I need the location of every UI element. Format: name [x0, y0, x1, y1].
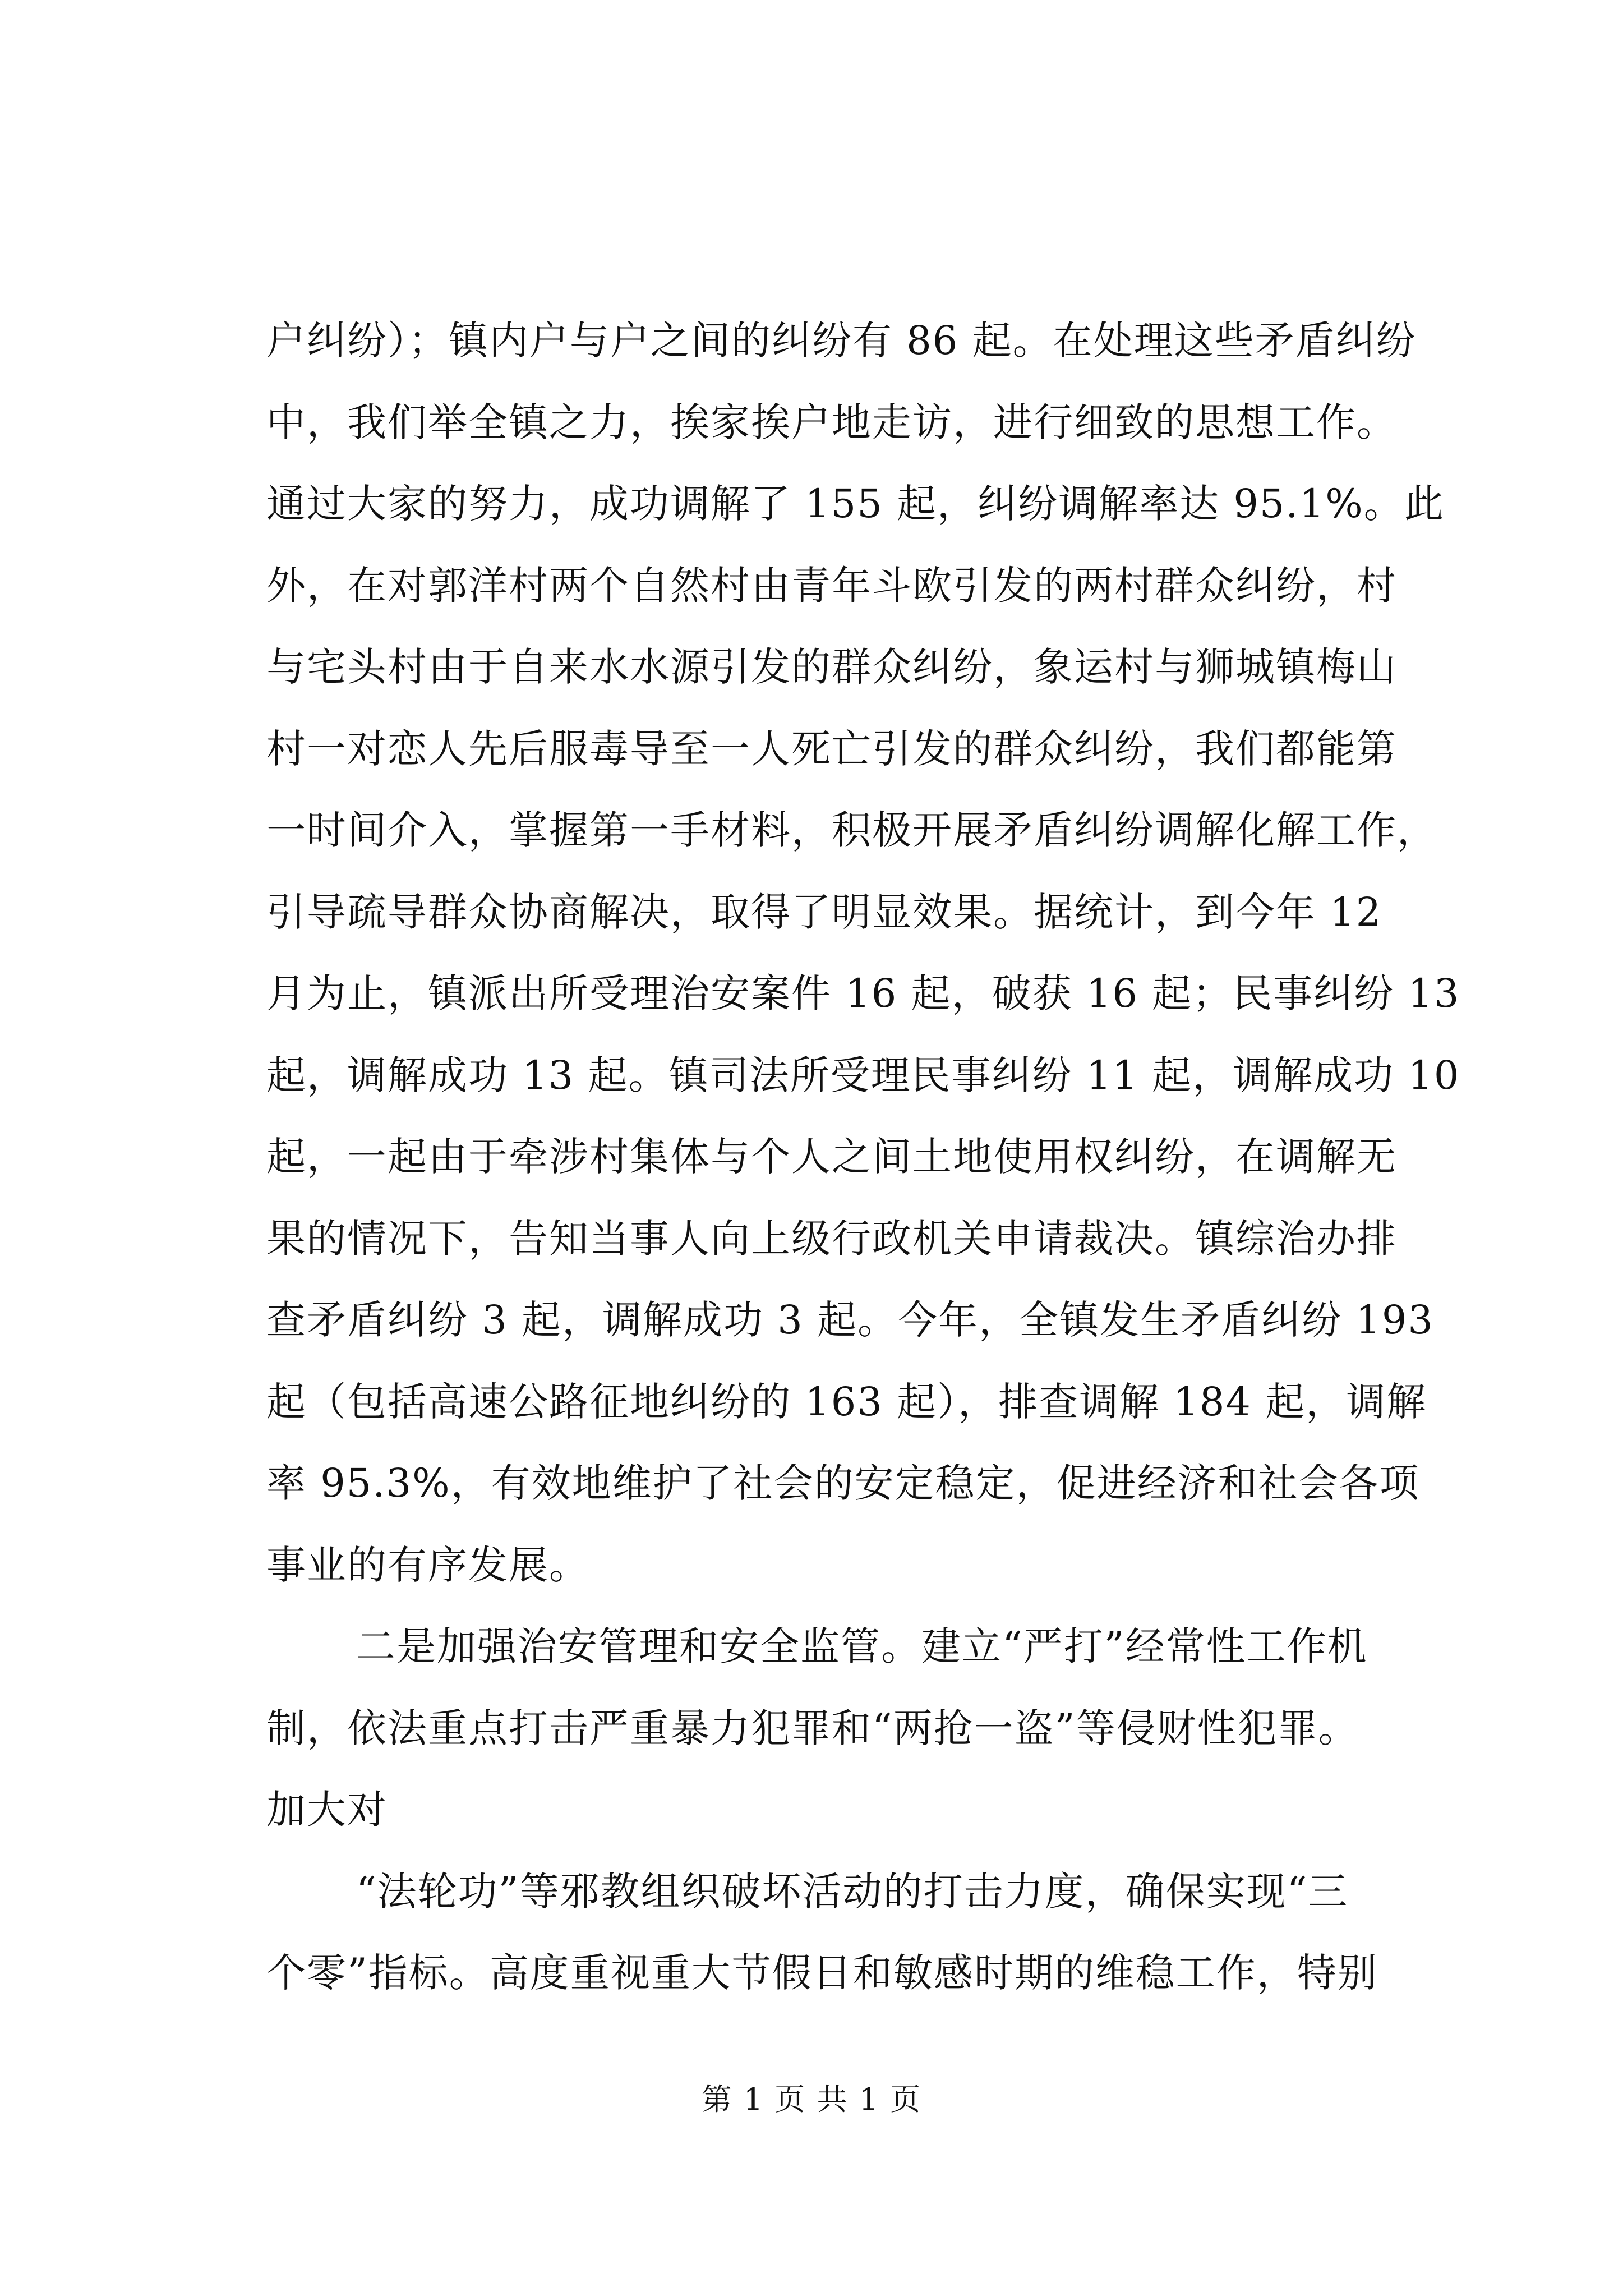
- body-text: [266, 300, 1460, 2014]
- text-line: 起，调解成功 13 起。镇司法所受理民事纠纷 11 起，调解成功 10: [266, 1052, 1460, 1098]
- text-line: 户纠纷）；镇内户与户之间的纠纷有 86 起。在处理这些矛盾纠纷: [266, 318, 1417, 364]
- text-line: 查矛盾纠纷 3 起，调解成功 3 起。今年，全镇发生矛盾纠纷 193: [266, 1297, 1434, 1343]
- text-line: 事业的有序发展。: [266, 1542, 589, 1588]
- text-line: 起（包括高速公路征地纠纷的 163 起），排查调解 184 起，调解: [266, 1378, 1427, 1425]
- text-line: 中，我们举全镇之力，挨家挨户地走访，进行细致的思想工作。: [266, 399, 1397, 445]
- text-line: 制，依法重点打击严重暴力犯罪和“两抢一盗”等侵财性犯罪。: [266, 1705, 1359, 1751]
- text-line: 起，一起由于牵涉村集体与个人之间土地使用权纠纷，在调解无: [266, 1134, 1397, 1180]
- text-line: 一时间介入，掌握第一手材料，积极开展矛盾纠纷调解化解工作，: [266, 807, 1437, 853]
- text-line: 与宅头村由于自来水水源引发的群众纠纷，象运村与狮城镇梅山: [266, 644, 1397, 690]
- text-line: 率 95.3%，有效地维护了社会的安定稳定，促进经济和社会各项: [266, 1460, 1420, 1506]
- text-line: 通过大家的努力，成功调解了 155 起，纠纷调解率达 95.1%。此: [266, 481, 1445, 527]
- text-line: 村一对恋人先后服毒导至一人死亡引发的群众纠纷，我们都能第: [266, 725, 1397, 772]
- page-footer: 第 1 页 共 1 页: [701, 2082, 922, 2117]
- text-line: 引导疏导群众协商解决，取得了明显效果。据统计，到今年 12: [266, 889, 1382, 935]
- paragraph-start-line: 二是加强治安管理和安全监管。建立“严打”经常性工作机: [356, 1623, 1368, 1669]
- paragraph-start-line: “法轮功”等邪教组织破坏活动的打击力度，确保实现“三: [356, 1868, 1349, 1915]
- text-line: 个零”指标。高度重视重大节假日和敏感时期的维稳工作，特别: [266, 1950, 1378, 1996]
- text-line: 月为止，镇派出所受理治安案件 16 起，破获 16 起；民事纠纷 13: [266, 970, 1460, 1016]
- text-line: 外，在对郭洋村两个自然村由青年斗欧引发的两村群众纠纷，村: [266, 562, 1397, 609]
- text-line: 加大对: [266, 1787, 388, 1833]
- text-line: 果的情况下，告知当事人向上级行政机关申请裁决。镇综治办排: [266, 1215, 1397, 1262]
